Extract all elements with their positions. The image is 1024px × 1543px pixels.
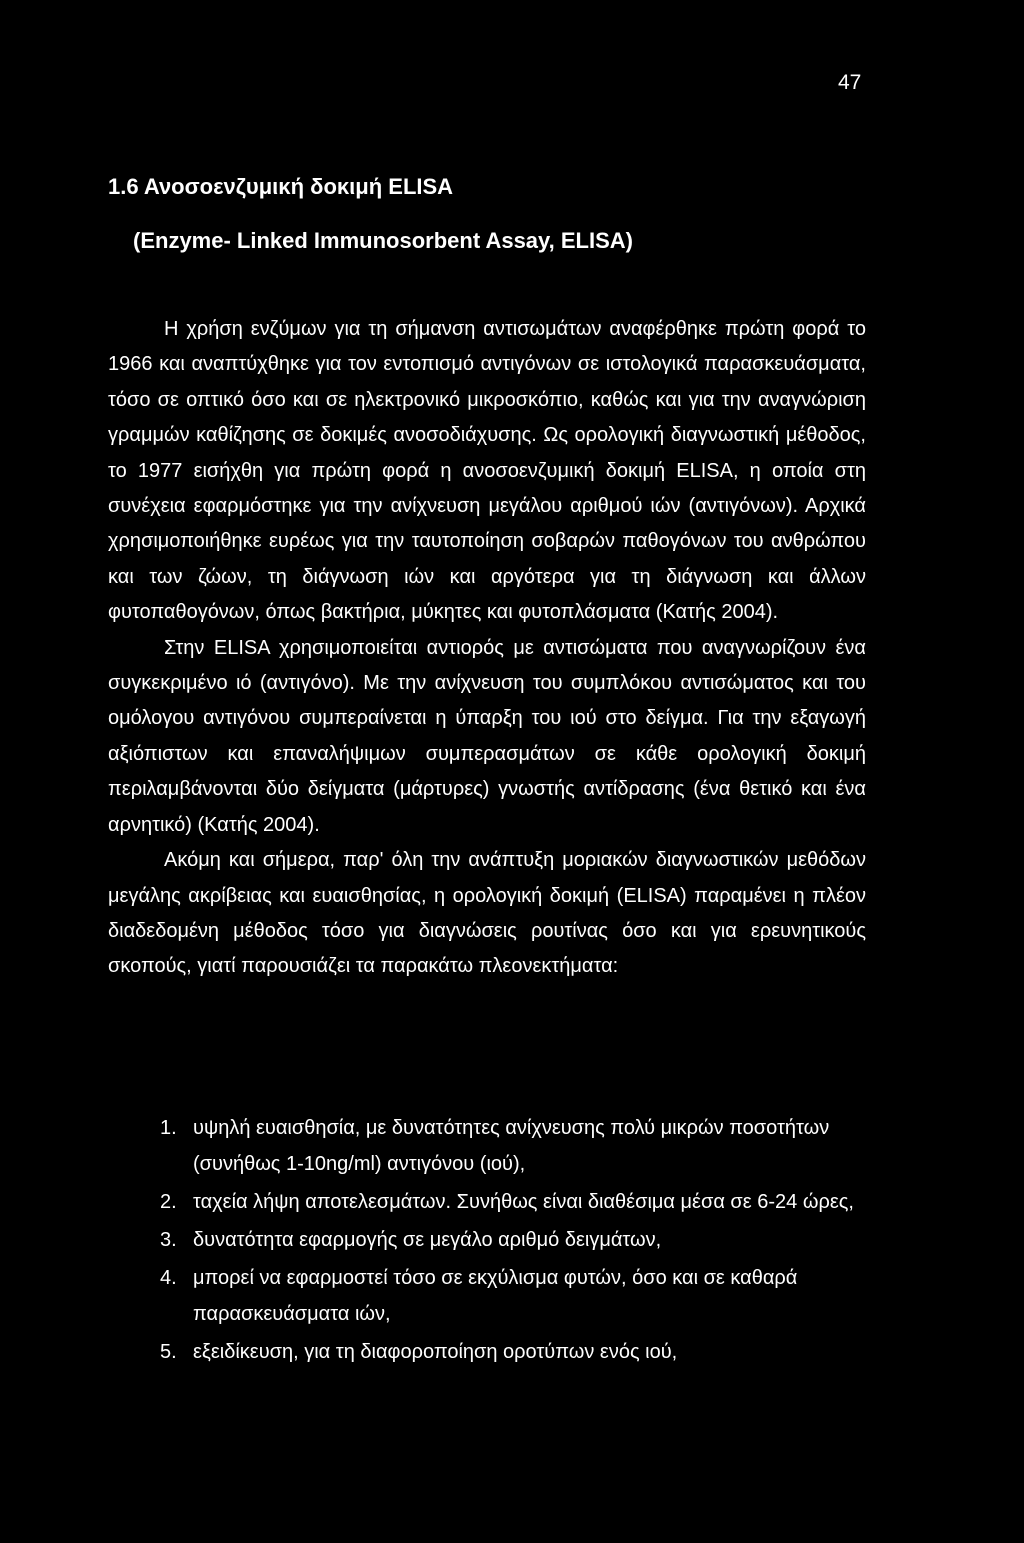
list-item [160, 1222, 866, 1258]
paragraph-elisa-antiserum: Στην ELISA χρησιμοποιείται αντιορός με αντισώματα που αναγνωρίζουν ένα συγκεκριμένο ιό (αντιγόνο). Με την ανίχνευση του συμπλόκου αντισώματος και του ομόλογου αντιγόνου συμπεραίνεται η ύπαρξη του ιού στο δείγμα. Για την εξαγωγή αξιόπιστων και επαναλήψιμων συμπερασμάτων σε κάθε ορολογική δοκιμή περιλαμβάνονται δύο δείγματα (μάρτυρες) γνωστής αντίδρασης (ένα θετικό και ένα αρνητικό) (Κατής 2004). [108, 636, 866, 836]
list-item-number: 3. [160, 1229, 177, 1251]
page-number: 47 [838, 71, 862, 94]
list-item [160, 1334, 866, 1370]
list-item-text: ταχεία λήψη αποτελεσμάτων. Συνήθως είναι διαθέσιμα μέσα σε 6-24 ώρες, [193, 1191, 854, 1213]
section-subtitle: (Enzyme- Linked Immunosorbent Assay, ELISA) [133, 228, 633, 253]
list-item [160, 1184, 866, 1220]
list-item-text: εξειδίκευση, για τη διαφοροποίηση οροτύπων ενός ιού, [193, 1341, 678, 1363]
list-item-number: 2. [160, 1191, 177, 1213]
list-item-text: υψηλή ευαισθησία, με δυνατότητες ανίχνευσης πολύ μικρών ποσοτήτων (συνήθως 1-10ng/ml) αντιγόνου (ιού), [193, 1117, 830, 1175]
list-item-text: δυνατότητα εφαρμογής σε μεγάλο αριθμό δειγμάτων, [193, 1229, 662, 1251]
list-item-number: 1. [160, 1117, 177, 1139]
list-item [160, 1110, 866, 1182]
advantages-list [160, 1110, 866, 1372]
list-item [160, 1260, 866, 1332]
list-item-number: 4. [160, 1267, 177, 1289]
list-item-number: 5. [160, 1341, 177, 1363]
body-text [108, 312, 866, 985]
paragraph-enzyme-labeling: Η χρήση ενζύμων για τη σήμανση αντισωμάτων αναφέρθηκε πρώτη φορά το 1966 και αναπτύχθηκε για τον εντοπισμό αντιγόνων σε ιστολογικά παρασκευάσματα, τόσο σε οπτικό όσο και σε ηλεκτρονικό μικροσκόπιο, καθώς και για την αναγνώριση γραμμών καθίζησης σε δοκιμές ανοσοδιάχυσης. Ως ορολογική διαγνωστική μέθοδος, το 1977 εισήχθη για πρώτη φορά η ανοσοενζυμική δοκιμή ELISA, η οποία στη συνέχεια εφαρμόστηκε για την ανίχνευση μεγάλου αριθμού ιών (αντιγόνων). Αρχικά χρησιμοποιήθηκε ευρέως για την ταυτοποίηση σοβαρών παθογόνων του ανθρώπου και των ζώων, τη διάγνωση ιών και αργότερα για τη διάγνωση και άλλων φυτοπαθογόνων, όπως βακτήρια, μύκητες και φυτοπλάσματα (Κατής 2004). [108, 318, 866, 624]
list-item-text: μπορεί να εφαρμοστεί τόσο σε εκχύλισμα φυτών, όσο και σε καθαρά παρασκευάσματα ιών, [193, 1267, 798, 1325]
paragraph-advantages-intro: Ακόμη και σήμερα, παρ' όλη την ανάπτυξη μοριακών διαγνωστικών μεθόδων μεγάλης ακρίβειας και ευαισθησίας, η ορολογική δοκιμή (ELISA) παραμένει η πλέον διαδεδομένη μέθοδος τόσο για διαγνώσεις ρουτίνας όσο και για ερευνητικούς σκοπούς, γιατί παρουσιάζει τα παρακάτω πλεονεκτήματα: [108, 849, 866, 978]
section-title: 1.6 Ανοσοενζυμική δοκιμή ELISA [108, 174, 454, 199]
